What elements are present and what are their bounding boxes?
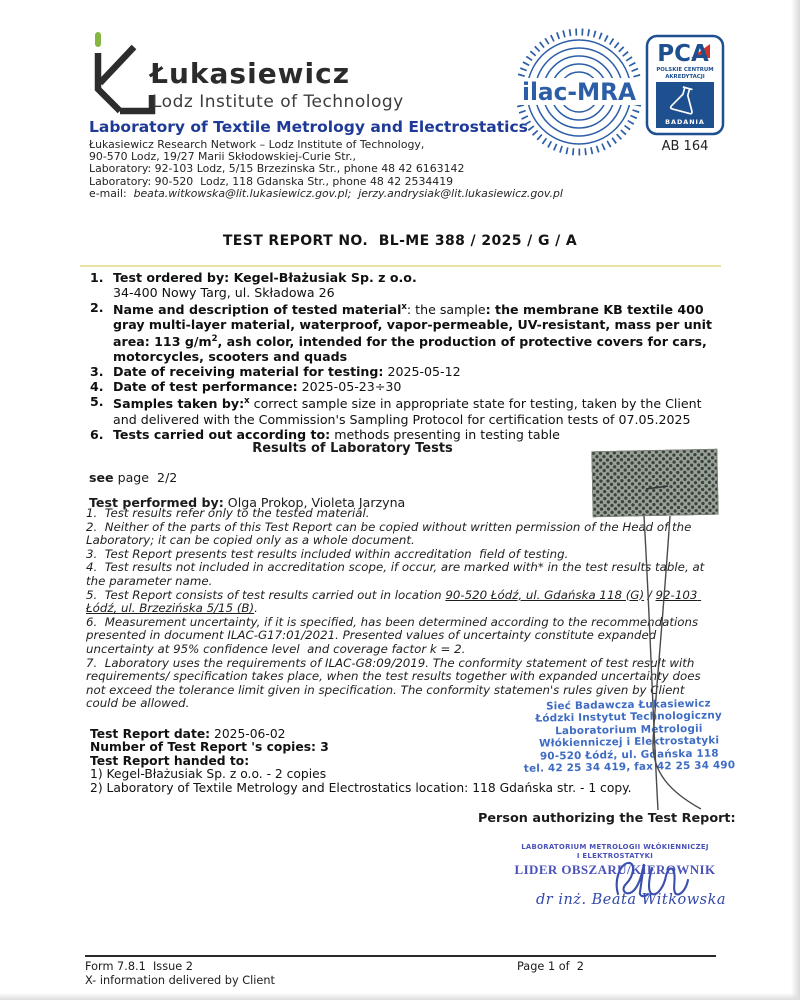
brand-subtitle: Lodz Institute of Technology	[152, 92, 404, 112]
item-text: Test ordered by: Kegel-Błażusiak Sp. z o.o.	[113, 270, 417, 285]
item-text: methods presenting in testing table	[330, 426, 560, 442]
stamp-line: Laboratorium Metrologii	[555, 722, 703, 738]
stamp-line: LIDER OBSZARU/KIEROWNIK	[514, 862, 716, 877]
location-g-underlined: 90-520 Łódź, ul. Gdańska 118 (G)	[445, 587, 645, 602]
item-samples-taken	[90, 394, 714, 426]
address-line: Laboratory: 92-103 Lodz, 5/15 Brzezinska Str., phone 48 42 6163142	[89, 162, 465, 176]
footer-form-number: Form 7.8.1 Issue 2	[85, 960, 193, 973]
pca-title: PCA	[657, 41, 709, 67]
note-7: 7. Laboratory uses the requirements of ILAC-G8:09/2019. The conformity statement of test result with requirements/ specification takes place, when the test results together with expanded uncertainty does not exceed the tolerance limit given in specification. The conformity statemen's rules given by Client could be allowed.	[86, 655, 705, 711]
stamp-line: tel. 42 25 34 419, fax 42 25 34 490	[523, 759, 736, 775]
email-addresses: beata.witkowska@lit.lukasiewicz.gov.pl; jerzy.andrysiak@lit.lukasiewicz.gov.pl	[126, 186, 563, 200]
item-number: 1.	[90, 270, 104, 285]
email-label: e-mail:	[89, 186, 127, 200]
ilac-mra-text: ilac-MRA	[522, 78, 637, 106]
ilac-mra-stamp-icon	[514, 27, 644, 157]
report-items	[90, 270, 717, 442]
address-line: Łukasiewicz Research Network – Lodz Institute of Technology,	[89, 138, 425, 151]
item-date-performed	[90, 379, 714, 394]
location-b-underlined: 92-103 Łódź, ul. Brzezińska 5/15 (B)	[86, 587, 702, 616]
signature-icon	[612, 856, 702, 901]
item-text: Tests carried out according to:	[113, 426, 331, 442]
address-line: Laboratory: 90-520 Lodz, 118 Gdanska Str., phone 48 42 2534419	[89, 174, 454, 188]
footer-page-number: Page 1 of 2	[517, 960, 584, 973]
pca-subtitle-2: AKREDYTACJI	[665, 74, 705, 80]
item-number: 5.	[90, 394, 104, 410]
item-text: : the membrane KB textile 400 gray multi-layer material, waterproof, vapor-permeable, UV-resistant, mass per unit area: 113 g/m	[113, 302, 717, 350]
item-text: , ash color, intended for the production of protective covers for cars, motorcycles, scooters and quads	[113, 334, 712, 365]
copies-line: Number of Test Report 's copies: 3	[90, 740, 329, 755]
accreditation-number: AB 164	[661, 139, 709, 154]
results-heading: Results of Laboratory Tests	[252, 441, 453, 456]
item-text: 34-400 Nowy Targ, ul. Składowa 26	[113, 285, 335, 300]
superscript-x: x	[401, 302, 407, 312]
note-2: 2. Neither of the parts of this Test Report can be copied without written permission of the Head of the Laboratory; it can be copied only as a whole document.	[86, 519, 696, 548]
item-test-ordered-by	[90, 270, 714, 300]
report-date-line: Test Report date: 2025-06-02	[90, 727, 286, 741]
item-text: Samples taken by:	[113, 396, 245, 412]
stamp-line: I ELEKTROSTATYKI	[576, 851, 654, 860]
note-3: 3. Test Report presents test results included within accreditation field of testing.	[86, 546, 569, 561]
handed-to-entry: 2) Laboratory of Textile Metrology and Electrostatics location: 118 Gdańska str. - 1 copy.	[90, 780, 632, 795]
handed-to-entry: 1) Kegel-Błażusiak Sp. z o.o. - 2 copies	[90, 767, 327, 782]
pca-subtitle-1: POLSKIE CENTRUM	[656, 67, 714, 73]
item-text: Name and description of tested material	[113, 302, 402, 318]
item-text: 2025-05-23÷30	[297, 379, 402, 395]
report-title: TEST REPORT NO. BL-ME 388 / 2025 / G / A	[222, 233, 578, 249]
handed-to-label: Test Report handed to:	[90, 753, 250, 768]
laboratory-title: Laboratory of Textile Metrology and Electrostatics	[89, 118, 528, 136]
laboratory-address-stamp	[512, 697, 745, 775]
note-4: 4. Test results not included in accreditation scope, if occur, are marked with* in the test results table, at the parameter name.	[86, 560, 709, 588]
stamp-line: 90-520 Łódź, ul. Gdańska 118	[539, 747, 719, 763]
stamp-line: LABORATORIUM METROLOGII WŁÓKIENNICZEJ	[521, 843, 709, 851]
scan-edge-right	[791, 0, 800, 1000]
item-number: 6.	[90, 426, 104, 442]
stamp-line: Włókienniczej i Elektrostatyki	[538, 734, 720, 750]
scan-edge-bottom	[0, 993, 800, 1000]
address-line: 90-570 Lodz, 19/27 Marii Skłodowskiej-Curie Str.,	[89, 150, 356, 164]
footer-rule	[85, 955, 716, 957]
item-number: 4.	[90, 379, 104, 395]
stamp-line: Sieć Badawcza Łukasiewicz	[545, 697, 711, 713]
authorizing-label: Person authorizing the Test Report:	[478, 811, 736, 826]
brand-name: Łukasiewicz	[150, 57, 351, 90]
divider-rule	[80, 265, 721, 267]
item-text: Date of test performance:	[113, 379, 298, 395]
item-text: : the sample	[406, 302, 486, 318]
item-number: 3.	[90, 364, 104, 380]
item-number: 2.	[90, 300, 104, 315]
pca-badania-label: BADANIA	[665, 118, 705, 126]
item-material-description	[90, 300, 717, 365]
see-label: see	[89, 470, 114, 485]
superscript-2: 2	[211, 334, 218, 345]
note-1: 1. Test results refer only to the tested material.	[86, 506, 370, 520]
footer-x-note: X- information delivered by Client	[85, 974, 275, 987]
see-page-line	[89, 470, 177, 485]
signer-name: dr inż. Beata Witkowska	[536, 892, 727, 908]
report-notes	[86, 507, 712, 711]
superscript-x: x	[244, 396, 250, 407]
item-text: correct sample size in appropriate state for testing, taken by the Client and delivered with the Commission's Sampling Protocol for certification tests of 07.05.2025	[113, 396, 706, 427]
item-date-received	[90, 364, 714, 379]
item-text: Date of receiving material for testing:	[113, 364, 384, 380]
stamp-line: Łódzki Instytut Technologiczny	[535, 709, 722, 726]
note-5: 5. Test Report consists of test results carried out in location 90-520 Łódź, ul. Gdańska 118 (G) / 92-103 Łódź, ul. Brzezińska 5/15 (B).	[86, 587, 702, 616]
pca-logo	[645, 34, 725, 136]
laboratory-address	[89, 139, 563, 200]
see-page-ref: page 2/2	[113, 470, 178, 485]
email-line	[89, 188, 563, 200]
performed-names: Olga Prokop, Violeta Jarzyna	[223, 495, 406, 510]
performed-label: Test performed by:	[89, 495, 224, 510]
fabric-sample-swatch	[591, 449, 718, 518]
item-text: 2025-05-12	[383, 364, 461, 380]
note-6: 6. Measurement uncertainty, if it is specified, has been determined according to the recommendations presented in document ILAC-G17:01/2021. Presented values of uncertainty constitute expanded uncertainty at 95% confidence level and coverage factor k = 2.	[86, 614, 702, 656]
item-test-methods	[90, 427, 714, 442]
